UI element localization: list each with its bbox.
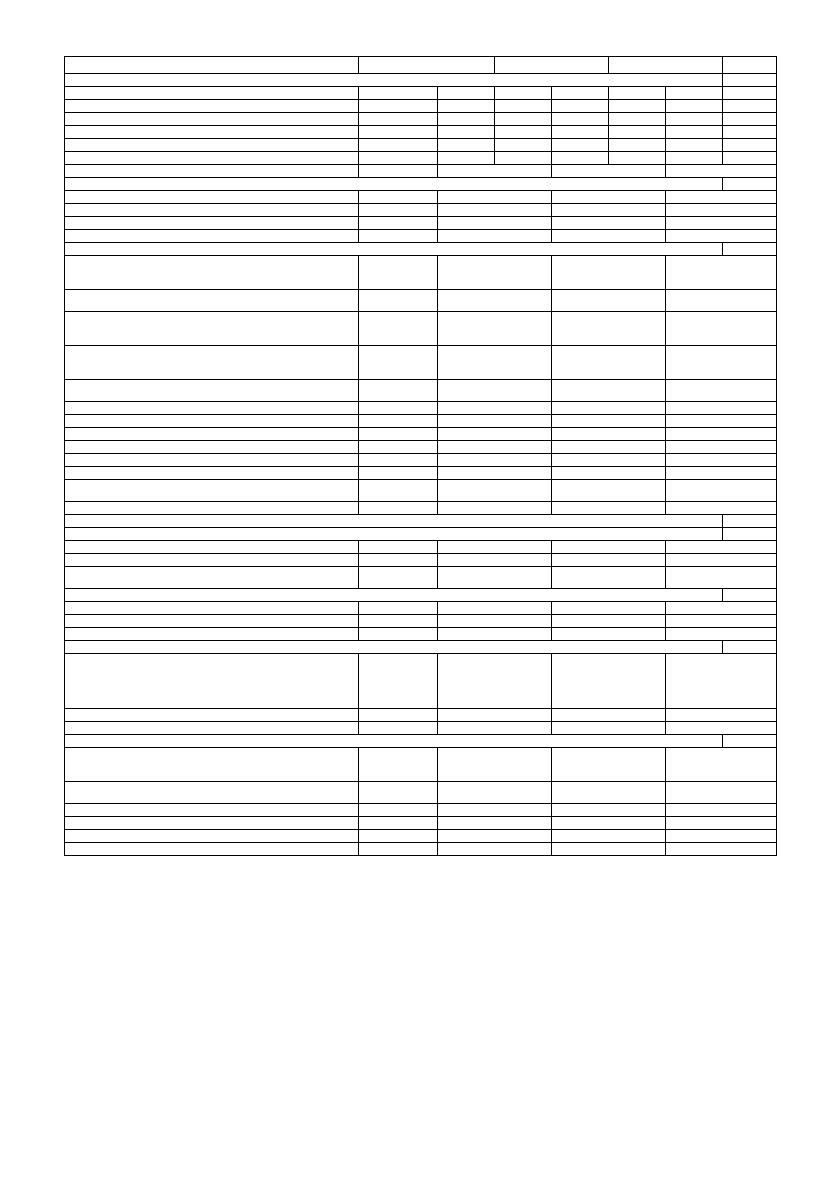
table-row [65,217,777,230]
row-value-cell [552,191,666,204]
row-label-cell [65,654,359,709]
row-value-cell [666,654,777,709]
row-value-cell [552,654,666,709]
table-row [65,139,777,152]
row-value-cell [438,346,552,380]
row-value-cell [359,428,438,441]
row-value-cell [359,804,438,817]
row-pad [723,735,777,748]
row-value-cell [438,654,552,709]
row-value-cell [666,402,777,415]
header-value-cell [495,57,609,74]
row-value-cell [359,554,438,567]
table-row [65,515,777,528]
row-value-cell [666,139,723,152]
table-row [65,100,777,113]
table-row [65,554,777,567]
section-row-cell [65,243,723,256]
table-body [65,57,777,856]
row-value-cell [438,722,552,735]
row-label-cell [65,480,359,502]
row-value-cell [438,165,552,178]
table-row [65,480,777,502]
table-row [65,817,777,830]
table-row [65,290,777,312]
table-row [65,589,777,602]
row-label-cell [65,100,359,113]
row-value-cell [359,722,438,735]
row-label-cell [65,748,359,782]
row-value-cell [666,415,777,428]
row-value-cell [552,126,609,139]
row-value-cell [552,165,666,178]
section-row-cell [65,589,723,602]
row-value-cell [552,602,666,615]
row-value-cell [552,139,609,152]
row-value-cell [438,554,552,567]
row-value-cell [359,126,438,139]
row-value-cell [359,602,438,615]
section-row-cell [65,641,723,654]
row-value-cell [359,541,438,554]
row-value-cell [438,415,552,428]
row-label-cell [65,230,359,243]
section-row-cell [65,735,723,748]
row-label-cell [65,782,359,804]
row-label-cell [65,502,359,515]
row-value-cell [552,782,666,804]
row-value-cell [609,87,666,100]
table-row [65,428,777,441]
row-value-cell [552,480,666,502]
row-pad [723,74,777,87]
row-value-cell [666,541,777,554]
row-value-cell [495,100,552,113]
row-value-cell [552,817,666,830]
row-value-cell [438,602,552,615]
row-label-cell [65,113,359,126]
row-value-cell [666,346,777,380]
table-row [65,654,777,709]
table-row [65,191,777,204]
row-value-cell [438,126,495,139]
row-value-cell [666,567,777,589]
row-value-cell [359,346,438,380]
row-label-cell [65,615,359,628]
row-value-cell [666,380,777,402]
row-value-cell [495,113,552,126]
row-pad [723,243,777,256]
row-value-cell [552,380,666,402]
row-value-cell [359,615,438,628]
row-value-cell [666,290,777,312]
row-label-cell [65,256,359,290]
row-value-cell [552,554,666,567]
table-row [65,204,777,217]
row-value-cell [666,628,777,641]
row-value-cell [666,467,777,480]
row-value-cell [359,415,438,428]
row-value-cell [438,748,552,782]
row-value-cell [438,87,495,100]
row-pad [723,528,777,541]
row-label-cell [65,290,359,312]
table-row [65,830,777,843]
row-pad [723,589,777,602]
row-value-cell [723,152,777,165]
row-value-cell [666,312,777,346]
row-label-cell [65,152,359,165]
row-value-cell [609,113,666,126]
row-value-cell [552,830,666,843]
table-row [65,165,777,178]
row-value-cell [438,467,552,480]
row-label-cell [65,567,359,589]
row-value-cell [666,709,777,722]
table-row [65,748,777,782]
table-row [65,346,777,380]
row-value-cell [495,87,552,100]
row-value-cell [359,441,438,454]
row-value-cell [359,480,438,502]
table-row [65,528,777,541]
row-value-cell [609,139,666,152]
table-row [65,312,777,346]
row-value-cell [552,346,666,380]
row-value-cell [359,654,438,709]
table-row [65,380,777,402]
table-row [65,628,777,641]
row-value-cell [359,502,438,515]
row-value-cell [438,454,552,467]
table-row [65,87,777,100]
row-value-cell [552,230,666,243]
row-value-cell [359,256,438,290]
row-value-cell [666,204,777,217]
row-value-cell [552,290,666,312]
row-value-cell [438,709,552,722]
row-label-cell [65,415,359,428]
table-row [65,243,777,256]
row-value-cell [552,541,666,554]
row-value-cell [359,467,438,480]
row-value-cell [359,380,438,402]
table-row [65,735,777,748]
header-label-cell [65,57,359,74]
row-label-cell [65,454,359,467]
table-row [65,467,777,480]
row-label-cell [65,602,359,615]
table-row [65,567,777,589]
table-row [65,152,777,165]
row-value-cell [438,804,552,817]
row-value-cell [552,502,666,515]
row-label-cell [65,722,359,735]
table-row [65,230,777,243]
table-row [65,641,777,654]
table-row [65,722,777,735]
row-label-cell [65,380,359,402]
table-row [65,402,777,415]
row-value-cell [438,817,552,830]
row-value-cell [552,415,666,428]
table-row [65,843,777,856]
row-value-cell [552,312,666,346]
row-value-cell [552,402,666,415]
row-value-cell [552,87,609,100]
row-value-cell [666,87,723,100]
row-value-cell [438,628,552,641]
row-value-cell [552,709,666,722]
row-label-cell [65,428,359,441]
row-pad [723,641,777,654]
table-row [65,57,777,74]
row-value-cell [666,480,777,502]
table-row [65,74,777,87]
row-value-cell [438,830,552,843]
row-label-cell [65,441,359,454]
row-label-cell [65,817,359,830]
row-value-cell [438,191,552,204]
table-row [65,126,777,139]
row-value-cell [552,428,666,441]
table-row [65,178,777,191]
row-value-cell [438,217,552,230]
section-row-cell [65,515,723,528]
row-value-cell [438,230,552,243]
row-value-cell [552,204,666,217]
row-value-cell [438,113,495,126]
row-value-cell [438,380,552,402]
row-value-cell [359,843,438,856]
row-value-cell [666,454,777,467]
row-value-cell [666,748,777,782]
row-value-cell [609,126,666,139]
row-value-cell [552,615,666,628]
row-value-cell [552,454,666,467]
row-value-cell [438,402,552,415]
row-value-cell [552,628,666,641]
row-label-cell [65,554,359,567]
section-row-cell [65,178,723,191]
row-value-cell [438,502,552,515]
table-row [65,602,777,615]
row-value-cell [552,804,666,817]
row-label-cell [65,628,359,641]
row-value-cell [359,113,438,126]
row-value-cell [438,290,552,312]
row-value-cell [438,139,495,152]
row-label-cell [65,830,359,843]
row-value-cell [723,113,777,126]
row-value-cell [552,722,666,735]
row-value-cell [438,204,552,217]
row-value-cell [666,602,777,615]
row-value-cell [666,554,777,567]
row-value-cell [359,87,438,100]
row-value-cell [552,152,609,165]
row-label-cell [65,126,359,139]
row-value-cell [666,217,777,230]
row-value-cell [359,709,438,722]
data-table [64,56,777,856]
row-value-cell [438,428,552,441]
row-value-cell [359,100,438,113]
row-pad [723,57,777,74]
table-row [65,502,777,515]
header-value-cell [609,57,723,74]
section-row-cell [65,528,723,541]
row-value-cell [359,402,438,415]
row-value-cell [359,217,438,230]
table-row [65,615,777,628]
row-value-cell [359,817,438,830]
row-label-cell [65,346,359,380]
table-row [65,256,777,290]
table-row [65,782,777,804]
row-label-cell [65,165,359,178]
row-value-cell [723,87,777,100]
row-value-cell [359,191,438,204]
row-value-cell [666,441,777,454]
row-value-cell [723,139,777,152]
row-value-cell [359,567,438,589]
row-label-cell [65,87,359,100]
row-value-cell [666,804,777,817]
table-row [65,709,777,722]
row-value-cell [438,441,552,454]
row-value-cell [438,541,552,554]
row-value-cell [666,817,777,830]
table-row [65,113,777,126]
row-value-cell [666,782,777,804]
row-label-cell [65,804,359,817]
row-value-cell [552,748,666,782]
row-value-cell [359,312,438,346]
row-value-cell [438,567,552,589]
row-value-cell [666,113,723,126]
row-value-cell [666,722,777,735]
row-value-cell [495,152,552,165]
row-value-cell [666,502,777,515]
row-label-cell [65,191,359,204]
row-value-cell [666,615,777,628]
row-value-cell [552,113,609,126]
table-row [65,441,777,454]
row-value-cell [666,256,777,290]
row-value-cell [666,152,723,165]
row-value-cell [666,191,777,204]
row-value-cell [666,165,777,178]
row-value-cell [723,126,777,139]
row-value-cell [552,100,609,113]
table-row [65,804,777,817]
row-label-cell [65,217,359,230]
row-value-cell [723,100,777,113]
row-pad [723,178,777,191]
table-row [65,454,777,467]
row-label-cell [65,843,359,856]
row-value-cell [552,256,666,290]
row-label-cell [65,312,359,346]
row-label-cell [65,541,359,554]
row-value-cell [359,628,438,641]
row-value-cell [438,480,552,502]
row-pad [723,515,777,528]
row-label-cell [65,467,359,480]
row-value-cell [359,230,438,243]
row-value-cell [495,139,552,152]
row-value-cell [438,782,552,804]
row-value-cell [552,467,666,480]
row-value-cell [359,152,438,165]
row-value-cell [438,615,552,628]
section-row-cell [65,74,723,87]
row-value-cell [666,230,777,243]
row-value-cell [438,256,552,290]
row-value-cell [495,126,552,139]
row-value-cell [438,100,495,113]
row-label-cell [65,139,359,152]
row-value-cell [666,126,723,139]
row-value-cell [359,782,438,804]
row-value-cell [359,454,438,467]
row-label-cell [65,402,359,415]
row-value-cell [552,567,666,589]
row-value-cell [438,152,495,165]
row-value-cell [666,428,777,441]
row-value-cell [359,139,438,152]
row-value-cell [609,100,666,113]
row-value-cell [359,165,438,178]
row-value-cell [359,290,438,312]
table-row [65,415,777,428]
row-label-cell [65,204,359,217]
row-value-cell [552,441,666,454]
row-value-cell [438,843,552,856]
row-value-cell [609,152,666,165]
header-value-cell [359,57,495,74]
row-value-cell [666,830,777,843]
row-value-cell [359,830,438,843]
row-value-cell [552,843,666,856]
row-label-cell [65,709,359,722]
table-row [65,541,777,554]
row-value-cell [666,843,777,856]
row-value-cell [359,204,438,217]
row-value-cell [438,312,552,346]
row-value-cell [552,217,666,230]
row-value-cell [359,748,438,782]
row-value-cell [666,100,723,113]
